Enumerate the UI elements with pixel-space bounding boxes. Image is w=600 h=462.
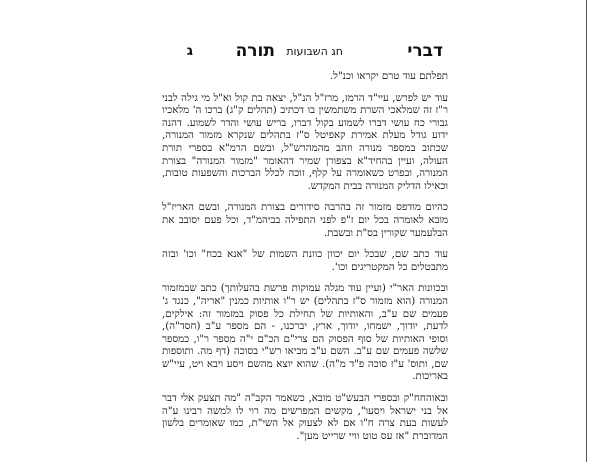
header-parasha: חג השבועות xyxy=(286,45,343,58)
paragraph-2: עוד יש לפרש, עיי"ד הרמז, מרז"ל הנ"ל, יצאה בת קול וא"ל מי גילה לבני ר"ז זה שמלאכי השרת משתמשין בו דכתיב (תהלים ק"ג) ברכו ה' מלאכיו גבורי כח עושי דברו לשמוע בקול דברו, בריש עושי והדר לשמוע. דהנה ידוע גודל מעלת אמירת קאפיטל ס"ז בתהלים שנקרא מזמור המנורה, שכתוב במספר מנורה וזהב מהמהרש"ל, ובשם הרמ"א בספרי תורת העולה, ועיין בהחיד"א בצפורן שמיר דהאומר "מזמור המנורה" בצורת המנורה, ובפרט כשאומרה על קלף, זוכה לכלל הברכות והשפעות טובות, וכאילו הדליק המנורה בבית המקדש. xyxy=(162,92,448,192)
paragraph-1: תפלתם עוד טרם יקראו וכנ"ל. xyxy=(329,71,448,82)
header-book: תורה xyxy=(235,41,275,61)
paragraph-4: עוד כתב שם, שבכל יום יכוון כוונת השמות של "אנא בכח" וכו' ובזה מתבטלים כל המקטריגים וכו'. xyxy=(162,249,448,273)
paragraph-5: ובכוונות האר"י (ועיין עוד מגלה עמוקות פרשת בהעלותך) כתב שבמזמור המנורה (הוא מזמור ס"ז בתהלים) יש ר"ו אותיות כמנין "אריה", כנגד ג' פעמים שם ע"ב, והאותיות של תחילת כל פסוק במזמור זה: אילקים, לדעת, יודוך, ישמחו, יודוך, ארץ, יברכנו, - הם מספר ע"ב (חסד"ה), וסופי האותיות של סוף הפסוק הם צרי"ם הכ"ם י"ה מספר ר"ו, כמספר שלשה פעמים שם ע"ב. השם ע"ב מביאו רש"י בסוכה (דף מה. ותוספות שם, ותוס' ע"ז סוכה פ"ד מ"ה). שהוא יוצא מהשם ויסע ויבא ויט, עיי"ש באריכות. xyxy=(162,283,448,383)
header-title: דברי xyxy=(407,41,443,61)
page-header xyxy=(178,40,443,64)
body-text xyxy=(162,71,448,452)
paragraph-6: ובאוהחח"ק ובספרי הבעש"ט מובא, כשאמר הקב"ה "מה תצעק אלי דבר אל בני ישראל ויסעו", מקשים המפרשים מה רוי לו למשה רבינו ע"ה לעשות בעת צרה ח"ו אם לא לצעוק אל השי"ת, כמו שאומרים בלשון המדוברת "אז עס טוט וויי שרייט מען". xyxy=(162,393,448,442)
paragraph-3: כהיום מודפס מזמור זה בהרבה סידורים בצורת המנורה, ובשם האריז"ל מובא לאומרה בכל יום ז"פ לפני התפילה בביהמ"ד, וכל פעם יסובב את הבלעמער שקורין בס"ת ובשבת. xyxy=(162,202,448,239)
page-edge-rule xyxy=(586,0,587,462)
header-volume: ג xyxy=(186,43,193,59)
